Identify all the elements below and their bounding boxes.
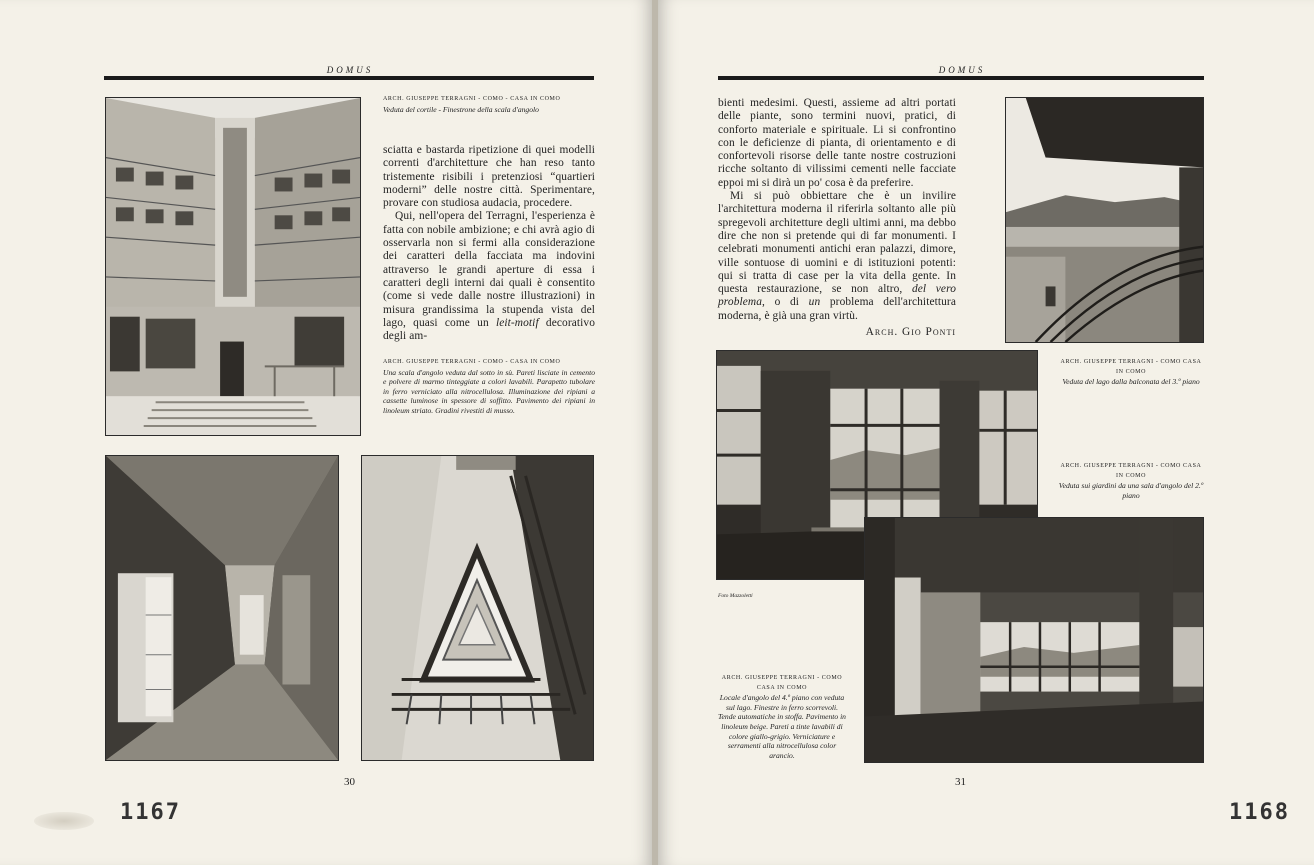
article-text-right: [718, 97, 956, 339]
caption-text: Una scala d'angolo veduta dal sotto in sù. Pareti lisciate in cemento e polvere di marmo tinteggiate a colori lavabili. Parapetto tubolare in ferro verniciato alla nitrocellulosa. Illuminazione dei ripiani a cassette luminose in spessore di soffitto. Pavimento dei ripiani in linoleum striato. Gradini rivestiti di musso.: [383, 367, 595, 415]
author-signature: Arch. Gio Ponti: [865, 326, 956, 339]
caption-head: ARCH. GIUSEPPE TERRAGNI - COMO CASA IN COMO: [1060, 463, 1202, 479]
paragraph: sciatta e bastarda ripetizione di quei modelli correnti d'architetture che han reso tanto tristemente risibili i pretenziosi “quartieri moderni” delle nostre città. Sperimentare, provare con studiosa audacia, procedere.: [383, 144, 595, 210]
running-head: DOMUS: [326, 65, 374, 75]
caption-courtyard: [383, 95, 595, 114]
paragraph: bienti medesimi. Questi, assieme ad altri portati delle piante, sono termini nuovi, pratici, di conforto materiale e spirituale. Li si confrontino con le deficienze di pianta, di orientamento e di confortevoli risorse delle tante nostre costruzioni ricche soltanto di vilissimi cementi nelle facciate eppoi mi si dirà un po' cosa è da preferire.: [718, 97, 956, 189]
caption-garden-view: [1058, 462, 1204, 500]
page-number: 31: [955, 776, 966, 788]
header-rule: [718, 76, 1204, 80]
caption-text: Veduta del lago dalla balconata del 3.º piano: [1062, 377, 1200, 387]
caption-text: Veduta sui giardini da una sala d'angolo del 2.º piano: [1058, 481, 1204, 500]
caption-head: ARCH. GIUSEPPE TERRAGNI - COMO - CASA IN COMO: [383, 96, 561, 102]
lake-view-room-photo: [864, 517, 1204, 763]
paragraph-text: , o di: [762, 296, 800, 309]
header-rule: [104, 76, 594, 80]
paragraph-text: Qui, nell'opera del Terragni, l'esperienza è fatta con nobile ambizione; e chi avrà agio di osservarla non si fermi alla considerazione dei caratteri della facciata ma indovini attraverso le grandi aperture di essa i caratteri degli interni dai quali è consentito (come si vede dalle nostre illustrazioni) in misura grandissima la stupenda vista del lago, quasi come un: [383, 210, 595, 329]
lake-balcony-photo: [1005, 97, 1204, 343]
archive-stamp-number: 1167: [120, 800, 181, 825]
left-page: [0, 0, 652, 865]
article-text-left: [383, 144, 595, 343]
caption-text: Veduta del cortile - Finestrone della scala d'angolo: [383, 104, 539, 114]
running-head: DOMUS: [938, 65, 986, 75]
caption-stair: [383, 358, 595, 416]
italic-term: leit-motif: [495, 316, 539, 329]
paragraph-text: Mi si può obbiettare che è un invilire l'architettura moderna il riferirla soltanto alle più spregevoli architetture degli ultimi anni, ma debbo dire che non si pretende qui di far monumenti. I celebrati monumenti antichi eran palazzi, dimore, ville sontuose di uomini e di istituzioni potenti: qui si tratta di case per la vita della gente. In questa restaurazione, se non altro,: [718, 190, 956, 296]
caption-head: ARCH. GIUSEPPE TERRAGNI - COMO CASA IN COMO: [721, 675, 843, 691]
page-number: 30: [344, 776, 355, 788]
caption-head: ARCH. GIUSEPPE TERRAGNI - COMO CASA IN COMO: [1060, 359, 1202, 375]
courtyard-photo: [105, 97, 361, 436]
paragraph: [383, 210, 595, 343]
right-page: [658, 0, 1314, 865]
smudge-mark: [34, 812, 94, 830]
caption-lake-room: [718, 674, 846, 760]
caption-lake-balcony: [1058, 358, 1204, 387]
paragraph-text-end: problema dell'architettura moderna, è già una gran virtù.: [718, 296, 956, 322]
archive-stamp-number: 1168: [1229, 800, 1290, 825]
caption-text: Locale d'angolo del 4.º piano con veduta sul lago. Finestre in ferro scorrevoli. Tende automatiche in stoffa. Pavimento in linoleum beige. Pareti a tinte lavabili di colore giallo-grigio. Verniciature e serramenti alla nitrocellulosa color arancio.: [718, 693, 846, 760]
photo-credit: Foto Mazzoletti: [718, 593, 753, 599]
italic-term: un: [808, 296, 821, 309]
paragraph-text-end: decorativo degli am-: [383, 316, 595, 343]
stairwell-photo: [361, 455, 594, 761]
corridor-photo: [105, 455, 339, 761]
caption-head: ARCH. GIUSEPPE TERRAGNI - COMO - CASA IN COMO: [383, 359, 561, 365]
paragraph: [718, 190, 956, 323]
italic-term: del vero problema: [718, 283, 956, 309]
